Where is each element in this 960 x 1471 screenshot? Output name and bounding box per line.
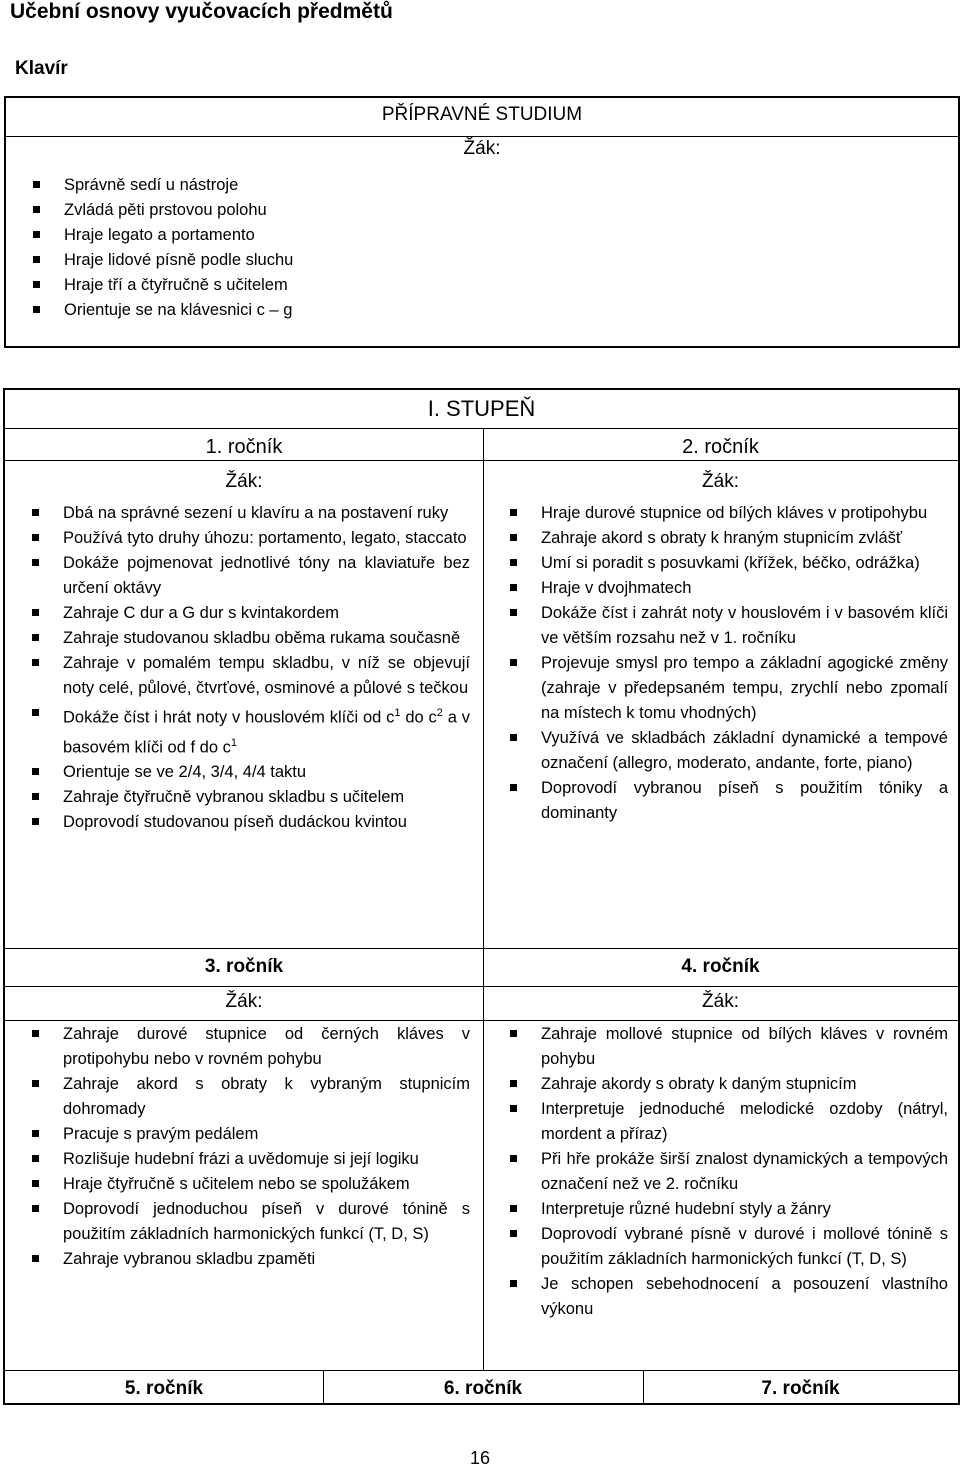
preparatory-section bbox=[4, 96, 960, 348]
list-item: Zahraje čtyřručně vybranou skladbu s učitelem bbox=[30, 785, 470, 810]
list-item: Interpretuje různé hudební styly a žánry bbox=[508, 1197, 948, 1222]
preparatory-zak: Žák: bbox=[463, 138, 501, 159]
list-item: Hraje tří a čtyřručně s učitelem bbox=[31, 273, 451, 298]
stupen-title: I. STUPEŇ bbox=[427, 396, 536, 421]
list-item: Orientuje se na klávesnici c – g bbox=[31, 298, 451, 323]
list-item: Využívá ve skladbách základní dynamické a tempové označení (allegro, moderato, andante, forte, piano) bbox=[508, 726, 948, 776]
grade6-title: 6. ročník bbox=[443, 1378, 523, 1399]
list-item: Zvládá pěti prstovou polohu bbox=[31, 198, 451, 223]
list-item: Orientuje se ve 2/4, 3/4, 4/4 taktu bbox=[30, 760, 470, 785]
list-item: Dokáže číst i zahrát noty v houslovém i v basovém klíči ve větším rozsahu než v 1. ročníku bbox=[508, 601, 948, 651]
superscript: 2 bbox=[436, 707, 443, 719]
notes-text-b: do c bbox=[400, 708, 437, 727]
preparatory-title: PŘÍPRAVNÉ STUDIUM bbox=[381, 104, 583, 125]
list-item: Pracuje s pravým pedálem bbox=[30, 1122, 470, 1147]
list-item: Zahraje durové stupnice od černých kláves v protipohybu nebo v rovném pohybu bbox=[30, 1022, 470, 1072]
list-item: Projevuje smysl pro tempo a základní agogické změny (zahraje v předepsaném tempu, zrychlí nebo zpomalí na místech k tomu vhodných) bbox=[508, 651, 948, 726]
list-item: Dbá na správné sezení u klavíru a na postavení ruky bbox=[30, 501, 470, 526]
list-item: Zahraje akordy s obraty k daným stupnicím bbox=[508, 1072, 948, 1097]
subject-heading: Klavír bbox=[15, 58, 68, 79]
document-title: Učební osnovy vyučovacích předmětů bbox=[10, 0, 393, 23]
list-item-notes-range bbox=[30, 701, 470, 760]
list-item: Hraje v dvojhmatech bbox=[508, 576, 948, 601]
list-item: Zahraje vybranou skladbu zpaměti bbox=[30, 1247, 470, 1272]
list-item: Při hře prokáže širší znalost dynamických a tempových označení než ve 2. ročníku bbox=[508, 1147, 948, 1197]
superscript: 1 bbox=[230, 736, 237, 749]
list-item: Doprovodí vybrané písně v durové i mollové tónině s použitím základních harmonických funkcí (T, D, S) bbox=[508, 1222, 948, 1272]
grade5-title: 5. ročník bbox=[124, 1378, 204, 1399]
grade1-list bbox=[30, 501, 470, 835]
list-item: Hraje durové stupnice od bílých kláves v protipohybu bbox=[508, 501, 948, 526]
list-item: Doprovodí vybranou píseň s použitím tóniky a dominanty bbox=[508, 776, 948, 826]
grade1-title: 1. ročník bbox=[205, 436, 283, 458]
list-item: Zahraje C dur a G dur s kvintakordem bbox=[30, 601, 470, 626]
list-item: Dokáže pojmenovat jednotlivé tóny na klaviatuře bez určení oktávy bbox=[30, 551, 470, 601]
preparatory-list bbox=[31, 173, 451, 323]
list-item: Doprovodí studovanou píseň dudáckou kvintou bbox=[30, 810, 470, 835]
grade3-zak: Žák: bbox=[225, 991, 263, 1012]
grade4-list bbox=[508, 1022, 948, 1322]
list-item: Zahraje studovanou skladbu oběma rukama současně bbox=[30, 626, 470, 651]
list-item: Správně sedí u nástroje bbox=[31, 173, 451, 198]
notes-text-a: Dokáže číst i hrát noty v houslovém klíči od c bbox=[63, 708, 395, 727]
list-item: Zahraje mollové stupnice od bílých kláves v rovném pohybu bbox=[508, 1022, 948, 1072]
list-item: Hraje čtyřručně s učitelem nebo se spolužákem bbox=[30, 1172, 470, 1197]
list-item: Hraje lidové písně podle sluchu bbox=[31, 248, 451, 273]
list-item: Zahraje akord s obraty k vybraným stupnicím dohromady bbox=[30, 1072, 470, 1122]
superscript: 1 bbox=[394, 707, 401, 719]
grade3-title: 3. ročník bbox=[204, 956, 284, 977]
grade2-list bbox=[508, 501, 948, 826]
grade4-zak: Žák: bbox=[702, 991, 739, 1012]
notes-text-c: a v basovém klíči od f do c bbox=[63, 708, 471, 756]
grade2-title: 2. ročník bbox=[682, 436, 759, 458]
list-item: Umí si poradit s posuvkami (křížek, béčko, odrážka) bbox=[508, 551, 948, 576]
grade1-zak: Žák: bbox=[225, 471, 263, 492]
grade7-title: 7. ročník bbox=[761, 1378, 840, 1399]
stupen-table bbox=[3, 388, 960, 1405]
list-item: Zahraje akord s obraty k hraným stupnicím zvlášť bbox=[508, 526, 948, 551]
list-item: Interpretuje jednoduché melodické ozdoby (nátryl, mordent a příraz) bbox=[508, 1097, 948, 1147]
list-item: Rozlišuje hudební frázi a uvědomuje si její logiku bbox=[30, 1147, 470, 1172]
grade4-title: 4. ročník bbox=[681, 956, 760, 977]
list-item: Je schopen sebehodnocení a posouzení vlastního výkonu bbox=[508, 1272, 948, 1322]
grade2-zak: Žák: bbox=[702, 471, 739, 492]
list-item: Používá tyto druhy úhozu: portamento, legato, staccato bbox=[30, 526, 470, 551]
page-number: 16 bbox=[469, 1448, 491, 1468]
list-item: Doprovodí jednoduchou píseň v durové tónině s použitím základních harmonických funkcí (T, D, S) bbox=[30, 1197, 470, 1247]
list-item: Zahraje v pomalém tempu skladbu, v níž se objevují noty celé, půlové, čtvrťové, osminové a půlové s tečkou bbox=[30, 651, 470, 701]
grade3-list bbox=[30, 1022, 470, 1272]
list-item: Hraje legato a portamento bbox=[31, 223, 451, 248]
